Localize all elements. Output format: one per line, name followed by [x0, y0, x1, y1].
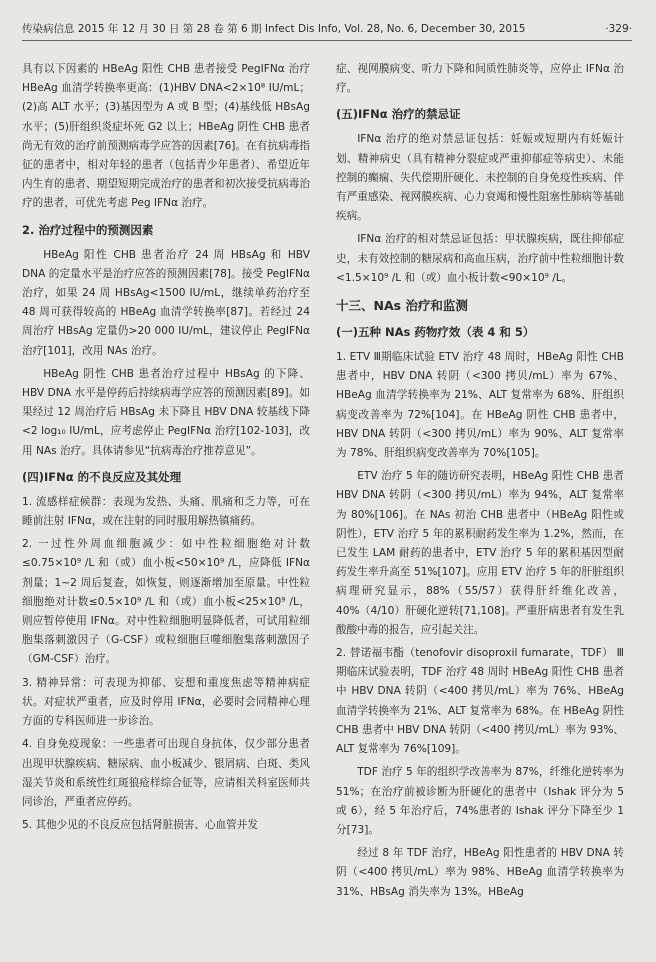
section-heading: 2. 治疗过程中的预测因素: [22, 222, 154, 237]
section-heading: 十三、NAs 治疗和监测: [336, 298, 468, 314]
page-number: ·329·: [605, 23, 632, 35]
paragraph: TDF 治疗 5 年的组织学改善率为 87%，纤维化逆转率为 51%；在治疗前被诊断为肝硬化的患者中（Ishak 评分为 5 或 6），经 5 年治疗后，74%患者的 Ishak 评分下降至少 1 分[73]。: [336, 766, 624, 836]
paragraph: HBeAg 阳性 CHB 患者治疗 24 周 HBsAg 和 HBV DNA 的定量水平是治疗应答的预测因素[78]。接受 PegIFNα 治疗，如果 24 周 HBsAg<1500 IU/mL，继续单药治疗至 48 周可获得较高的 HBeAg 血清学转换率[87]。若经过 24 周治疗 HBsAg 定量仍>20 000 IU/mL，建议停止 PegIFNα 治疗[101]，改用 NAs 治疗。: [22, 248, 310, 357]
paragraph: HBeAg 阴性 CHB 患者治疗过程中 HBsAg 的下降、HBV DNA 水平是停药后持续病毒学应答的预测因素[89]。如果经过 12 周治疗后 HBsAg 未下降且 HBV DNA 较基线下降 <2 log₁₀ IU/mL，应考虑停止 PegIFNα 治疗[102-103]，改用 NAs 治疗。具体请参见“抗病毒治疗推荐意见”。: [22, 367, 310, 457]
paragraph: IFNα 治疗的绝对禁忌证包括：妊娠或短期内有妊娠计划、精神病史（具有精神分裂症或严重抑郁症等病史）、未能控制的癫痫、失代偿期肝硬化、未控制的自身免疫性疾病、伴有严重感染、视网膜疾病、心力衰竭和慢性阻塞性肺病等基础疾病。: [336, 133, 624, 223]
paragraph: 1. 流感样症候群：表现为发热、头痛、肌痛和乏力等，可在睡前注射 IFNα，或在注射的同时服用解热镇痛药。: [22, 495, 310, 528]
paragraph: IFNα 治疗的相对禁忌证包括：甲状腺疾病，既往抑郁症史，未有效控制的糖尿病和高血压病，治疗前中性粒细胞计数<1.5×10⁹ /L 和（或）血小板计数<90×10⁹ /L。: [336, 233, 624, 284]
journal-info: 传染病信息 2015 年 12 月 30 日 第 28 卷 第 6 期 Infect Dis Info, Vol. 28, No. 6, December 30, 2015: [22, 23, 526, 35]
left-column: [22, 60, 310, 955]
section-heading: (五)IFNα 治疗的禁忌证: [336, 107, 461, 122]
paragraph: 4. 自身免疫现象：一些患者可出现自身抗体，仅少部分患者出现甲状腺疾病、糖尿病、血小板减少、银屑病、白斑、类风湿关节炎和系统性红斑狼疮样综合征等，应请相关科室医师共同诊治，严重者应停药。: [22, 738, 310, 808]
paragraph: 3. 精神异常：可表现为抑郁、妄想和重度焦虑等精神病症状。对症状严重者，应及时停用 IFNα，必要时会同精神心理方面的专科医师进一步诊治。: [22, 676, 310, 728]
paragraph: 经过 8 年 TDF 治疗，HBeAg 阳性患者的 HBV DNA 转阴（<400 拷贝/mL）率为 98%、HBeAg 血清学转换率为 31%、HBsAg 消失率为 13%。HBeAg: [336, 847, 624, 898]
paragraph: 1. ETV Ⅲ期临床试验 ETV 治疗 48 周时，HBeAg 阳性 CHB 患者中，HBV DNA 转阴（<300 拷贝/mL）率为 67%、HBeAg 血清学转换率为 21%、ALT 复常率为 68%、肝组织病变改善率为 72%[104]。在 HBeAg 阴性 CHB 患者中，HBV DNA 转阴（<300 拷贝/mL）率为 90%、ALT 复常率为 78%、肝组织病变改善率为 70%[105]。: [336, 351, 624, 460]
section-heading: (四)IFNα 的不良反应及其处理: [22, 469, 182, 484]
section-heading: (一)五种 NAs 药物疗效（表 4 和 5）: [336, 325, 535, 340]
paragraph: 2. 一过性外周血细胞减少：如中性粒细胞绝对计数≤0.75×10⁹ /L 和（或）血小板<50×10⁹ /L，应降低 IFNα 剂量；1~2 周后复查，如恢复，则逐渐增加至原量。中性粒细胞绝对计数≤0.5×10⁹ /L 和（或）血小板<25×10⁹ /L，则应暂停使用 IFNα。对中性粒细胞明显降低者，可试用粒细胞集落刺激因子（G-CSF）或粒细胞巨噬细胞集落刺激因子（GM-CSF）治疗。: [22, 538, 310, 666]
right-column: [336, 60, 624, 955]
paragraph: 5. 其他少见的不良反应包括肾脏损害、心血管并发: [22, 819, 258, 832]
paragraph: 2. 替诺福韦酯（tenofovir disoproxil fumarate，TDF） Ⅲ期临床试验表明，TDF 治疗 48 周时 HBeAg 阳性 CHB 患者中 HBV DNA 转阴（<400 拷贝/mL）率为 76%、HBeAg 血清学转换率为 21%、ALT 复常率为 68%。在 HBeAg 阴性 CHB 患者中 HBV DNA 转阴（<400 拷贝/mL）率为 93%、ALT 复常率为 76%[109]。: [336, 647, 624, 756]
paragraph: 具有以下因素的 HBeAg 阳性 CHB 患者接受 PegIFNα 治疗 HBeAg 血清学转换率更高：(1)HBV DNA<2×10⁸ IU/mL；(2)高 ALT 水平；(3)基因型为 A 或 B 型；(4)基线低 HBsAg 水平；(5)肝组织炎症坏死 G2 以上；HBeAg 阴性 CHB 患者尚无有效的治疗前预测病毒学应答的因素[76]。在有抗病毒指征的患者中，相对年轻的患者（包括青少年患者）、希望近年内生育的患者、期望短期完成治疗的患者和初次接受抗病毒治疗的患者，可优先考虑 Peg IFNα 治疗。: [22, 63, 310, 210]
paragraph: ETV 治疗 5 年的随访研究表明，HBeAg 阳性 CHB 患者 HBV DNA 转阴（<300 拷贝/mL）率为 94%，ALT 复常率为 80%[106]。在 NAs 初治 CHB 患者中（HBeAg 阳性或阴性），ETV 治疗 5 年的累积耐药发生率为 1.2%，然而，在已发生 LAM 耐药的患者中，ETV 治疗 5 年的累积基因型耐药发生率升高至 51%[107]。应用 ETV 治疗 5 年的肝脏组织病理研究显示，88%（55/57）获得肝纤维化改善，40%（4/10）肝硬化逆转[71,108]。严重肝病患者有发生乳酸酸中毒的报告，应引起关注。: [336, 470, 624, 636]
paragraph: 症、视网膜病变、听力下降和间质性肺炎等，应停止 IFNα 治疗。: [336, 63, 624, 95]
running-header: [22, 18, 632, 41]
